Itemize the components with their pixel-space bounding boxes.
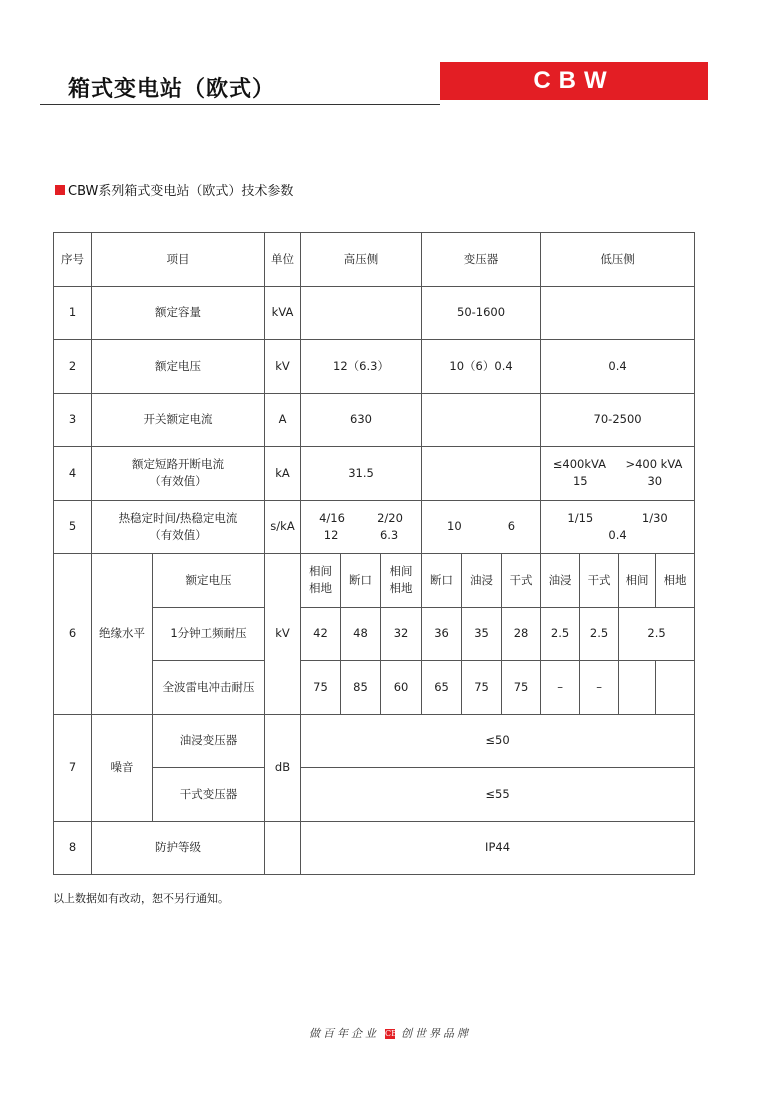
cell-group: 噪音 <box>92 714 153 821</box>
cell-value: 2.5 <box>541 607 580 661</box>
cell-value: – <box>541 661 580 715</box>
table-header-row <box>54 233 695 287</box>
cell-hv: 630 <box>301 393 422 447</box>
cell-lv <box>541 447 695 501</box>
cell-unit: dB <box>265 714 301 821</box>
cell-tr: 10（6）0.4 <box>422 340 541 394</box>
spec-table <box>53 232 695 875</box>
cell-value: IP44 <box>301 821 695 875</box>
cell-subhead-line: 相地 <box>309 581 332 596</box>
cell-item: 开关额定电流 <box>92 393 265 447</box>
cell-item-line: 额定短路开断电流 <box>132 457 224 472</box>
cell-subhead: 干式 <box>502 554 541 608</box>
cell-lv: 0.4 <box>541 340 695 394</box>
cell-unit: kA <box>265 447 301 501</box>
footnote: 以上数据如有改动，恕不另行通知。 <box>53 892 229 905</box>
cell-unit <box>265 821 301 875</box>
cell-value: 75 <box>462 661 502 715</box>
header-cell: 低压侧 <box>541 233 695 287</box>
cell-subitem: 1分钟工频耐压 <box>153 607 265 661</box>
cell-hv: 31.5 <box>301 447 422 501</box>
header-cell: 项目 <box>92 233 265 287</box>
cell-subitem: 额定电压 <box>153 554 265 608</box>
cell-item: 额定电压 <box>92 340 265 394</box>
cell-item <box>92 500 265 554</box>
cell-value: 60 <box>381 661 422 715</box>
cell-hv-value: 4/16 <box>319 510 345 525</box>
cell-lv-label: >400 kVA <box>625 457 683 472</box>
cell-value: 48 <box>341 607 381 661</box>
cell-lv-value: 1/15 <box>567 510 594 525</box>
cell-value: ≤50 <box>301 714 695 768</box>
table-row <box>54 286 695 340</box>
table-row <box>54 447 695 501</box>
cell-value: 32 <box>381 607 422 661</box>
cell-value: 75 <box>502 661 541 715</box>
table-row <box>54 554 695 608</box>
cell-item: 额定容量 <box>92 286 265 340</box>
cell-lv: 70-2500 <box>541 393 695 447</box>
section-heading-text: CBW系列箱式变电站（欧式）技术参数 <box>68 184 294 199</box>
cell-tr <box>422 447 541 501</box>
cell-value: 2.5 <box>619 607 695 661</box>
cell-no: 6 <box>54 554 92 715</box>
cell-value: 28 <box>502 607 541 661</box>
cell-subhead: 断口 <box>422 554 462 608</box>
cell-group: 绝缘水平 <box>92 554 153 715</box>
slogan-left: 做百年企业 <box>309 1027 379 1040</box>
cell-lv-value: 30 <box>647 474 663 489</box>
cell-tr-value: 6 <box>507 519 516 534</box>
cell-hv <box>301 500 422 554</box>
cell-lv-value: 15 <box>572 474 588 489</box>
header-cell: 变压器 <box>422 233 541 287</box>
table-row <box>54 340 695 394</box>
cell-subhead: 干式 <box>580 554 619 608</box>
cell-value <box>619 661 656 715</box>
brand-logo: CBW <box>440 62 708 100</box>
table-row <box>54 393 695 447</box>
cell-value: 75 <box>301 661 341 715</box>
page-title: 箱式变电站（欧式） <box>68 77 276 102</box>
cell-subhead-line: 相间 <box>389 564 413 579</box>
cell-unit: kV <box>265 340 301 394</box>
table-row <box>54 714 695 768</box>
bullet-square-icon <box>55 185 65 195</box>
cell-subhead-line: 相间 <box>309 564 332 579</box>
cell-subhead: 相间 <box>619 554 656 608</box>
cell-value: 65 <box>422 661 462 715</box>
cell-unit: kVA <box>265 286 301 340</box>
cell-item-line: （有效值） <box>149 527 207 542</box>
cell-item-line: 热稳定时间/热稳定电流 <box>118 510 238 525</box>
cell-value: ≤55 <box>301 768 695 822</box>
section-heading <box>55 180 293 199</box>
cell-lv <box>541 500 695 554</box>
cell-subitem: 油浸变压器 <box>153 714 265 768</box>
cell-subhead: 油浸 <box>462 554 502 608</box>
brand-mark-icon: CBW <box>385 1029 406 1038</box>
cell-tr <box>422 500 541 554</box>
cell-tr: 50-1600 <box>422 286 541 340</box>
cell-hv-value: 2/20 <box>377 510 403 525</box>
cell-unit: kV <box>265 554 301 715</box>
header-cell: 单位 <box>265 233 301 287</box>
table-row <box>54 500 695 554</box>
cell-no: 7 <box>54 714 92 821</box>
cell-unit: s/kA <box>265 500 301 554</box>
table-row <box>54 821 695 875</box>
cell-item-line: （有效值） <box>149 474 207 489</box>
footer-slogan <box>0 1025 780 1041</box>
cell-unit: A <box>265 393 301 447</box>
cell-hv <box>301 286 422 340</box>
cell-value: 42 <box>301 607 341 661</box>
cell-lv-label: ≤400kVA <box>552 457 607 472</box>
cell-hv-value: 6.3 <box>379 527 399 542</box>
cell-subhead <box>381 554 422 608</box>
cell-value <box>656 661 695 715</box>
cell-lv-value: 0.4 <box>608 527 627 542</box>
cell-value: 35 <box>462 607 502 661</box>
cell-subhead <box>301 554 341 608</box>
cell-no: 8 <box>54 821 92 875</box>
cell-tr-value: 10 <box>447 519 462 534</box>
cell-value: 2.5 <box>580 607 619 661</box>
slogan-right: 创世界品牌 <box>401 1027 471 1040</box>
cell-lv-value: 1/30 <box>641 510 668 525</box>
cell-no: 3 <box>54 393 92 447</box>
cell-subitem: 全波雷电冲击耐压 <box>153 661 265 715</box>
cell-value: 85 <box>341 661 381 715</box>
header-cell: 高压侧 <box>301 233 422 287</box>
cell-subhead-line: 相地 <box>389 581 413 596</box>
title-divider <box>40 104 440 105</box>
cell-no: 1 <box>54 286 92 340</box>
cell-subhead: 断口 <box>341 554 381 608</box>
cell-hv-value: 12 <box>323 527 339 542</box>
cell-subitem: 干式变压器 <box>153 768 265 822</box>
cell-value: 36 <box>422 607 462 661</box>
cell-lv <box>541 286 695 340</box>
cell-subhead: 油浸 <box>541 554 580 608</box>
cell-no: 5 <box>54 500 92 554</box>
cell-value: – <box>580 661 619 715</box>
cell-item: 防护等级 <box>92 821 265 875</box>
cell-no: 4 <box>54 447 92 501</box>
cell-no: 2 <box>54 340 92 394</box>
cell-hv: 12（6.3） <box>301 340 422 394</box>
cell-item <box>92 447 265 501</box>
cell-tr <box>422 393 541 447</box>
header-cell: 序号 <box>54 233 92 287</box>
cell-subhead: 相地 <box>656 554 695 608</box>
